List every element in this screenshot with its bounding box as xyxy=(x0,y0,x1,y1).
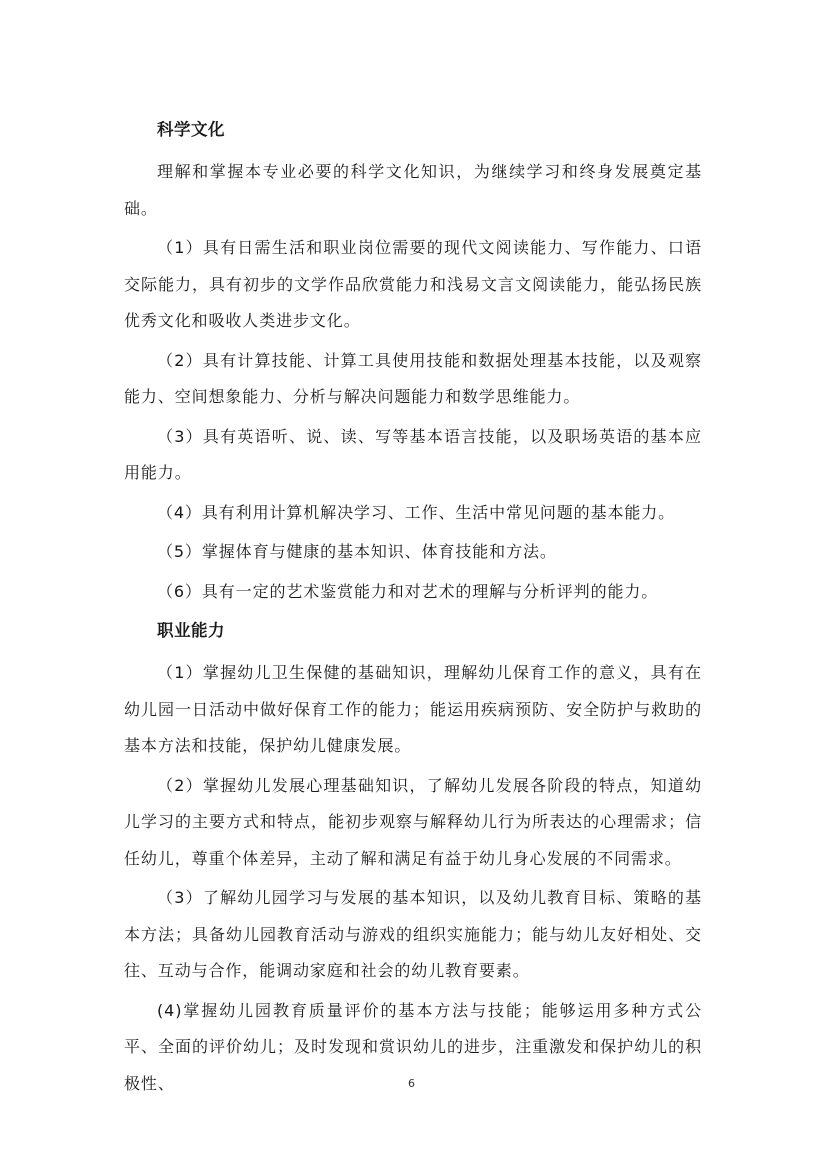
paragraph: （4）具有利用计算机解决学习、工作、生活中常见问题的基本能力。 xyxy=(157,502,676,522)
section-heading-professional-ability: 职业能力 xyxy=(157,621,225,640)
paragraph: （1）具有日需生活和职业岗位需要的现代文阅读能力、写作能力、口语交际能力，具有初步的文学作品欣赏能力和浅易文言文阅读能力，能弘扬民族优秀文化和吸收人类进步文化。 xyxy=(124,238,702,330)
paragraph: 理解和掌握本专业必要的科学文化知识，为继续学习和终身发展奠定基础。 xyxy=(124,162,702,218)
paragraph: （3）了解幼儿园学习与发展的基本知识，以及幼儿教育目标、策略的基本方法；具备幼儿园教育活动与游戏的组织实施能力；能与幼儿友好相处、交往、互动与合作，能调动家庭和社会的幼儿教育要素。 xyxy=(124,888,702,980)
page-content xyxy=(124,112,702,1105)
paragraph: (4)掌握幼儿园教育质量评价的基本方法与技能；能够运用多种方式公平、全面的评价幼儿；及时发现和赏识幼儿的进步，注重激发和保护幼儿的积极性、 xyxy=(124,1000,702,1093)
paragraph: （3）具有英语听、说、读、写等基本语言技能，以及职场英语的基本应用能力。 xyxy=(124,426,702,482)
section-heading-science-culture: 科学文化 xyxy=(157,120,225,139)
page-number: 6 xyxy=(408,1077,415,1090)
paragraph: （5）掌握体育与健康的基本知识、体育技能和方法。 xyxy=(157,542,557,561)
paragraph: （6）具有一定的艺术鉴赏能力和对艺术的理解与分析评判的能力。 xyxy=(157,581,659,601)
paragraph: （2）具有计算技能、计算工具使用技能和数据处理基本技能，以及观察能力、空间想象能力、分析与解决问题能力和数学思维能力。 xyxy=(124,350,702,406)
paragraph: （1）掌握幼儿卫生保健的基础知识，理解幼儿保育工作的意义，具有在幼儿园一日活动中做好保育工作的能力；能运用疾病预防、安全防护与救助的基本方法和技能，保护幼儿健康发展。 xyxy=(124,663,702,755)
paragraph: （2）掌握幼儿发展心理基础知识，了解幼儿发展各阶段的特点，知道幼儿学习的主要方式和特点，能初步观察与解释幼儿行为所表达的心理需求；信任幼儿，尊重个体差异，主动了解和满足有益于幼儿身心发展的不同需求。 xyxy=(124,775,702,868)
